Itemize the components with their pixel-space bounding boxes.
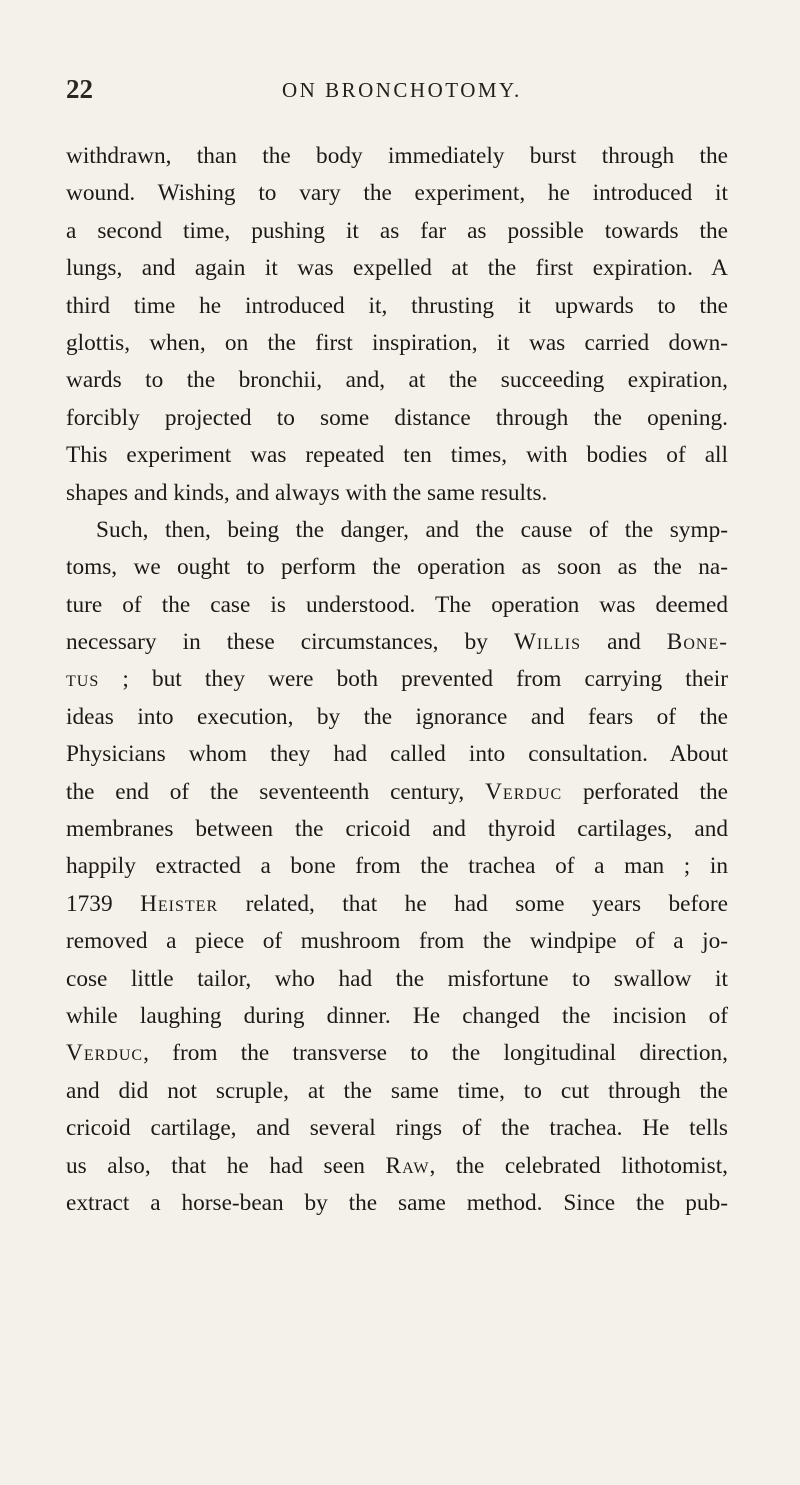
- text-span: forcibly projected to some distance through the opening.: [66, 404, 728, 431]
- body-text: [66, 138, 728, 1222]
- text-line: [66, 587, 728, 624]
- text-line: [66, 961, 728, 998]
- text-span: and did not scruple, at the same time, to cut through the: [66, 1077, 728, 1104]
- text-line: [66, 549, 728, 586]
- text-line: [66, 848, 728, 885]
- text-line: [66, 811, 728, 848]
- text-line: [66, 736, 728, 773]
- proper-name: Verduc: [485, 778, 563, 805]
- text-line: [66, 1148, 728, 1185]
- text-line: [66, 886, 728, 923]
- text-span: cose little tailor, who had the misfortune to swallow it: [66, 965, 728, 992]
- text-span: ideas into execution, by the ignorance and fears of the: [66, 703, 728, 730]
- text-span: ; but they were both prevented from carrying their: [99, 666, 728, 693]
- text-line: [66, 998, 728, 1035]
- text-span: and: [581, 629, 667, 656]
- text-span: Such, then, being the danger, and the cause of the symp-: [96, 516, 728, 543]
- text-span: ture of the case is understood. The operation was deemed: [66, 591, 728, 618]
- text-line: [66, 325, 728, 362]
- text-span: membranes between the cricoid and thyroid cartilages, and: [66, 816, 728, 843]
- text-span: 1739: [66, 890, 141, 917]
- running-head: [66, 74, 730, 110]
- text-span: wound. Wishing to vary the experiment, he introduced it: [66, 180, 728, 207]
- text-span: toms, we ought to perform the operation as soon as the na-: [66, 554, 728, 581]
- text-line: [66, 1185, 728, 1222]
- text-line: [66, 475, 728, 512]
- text-line: [66, 288, 728, 325]
- text-line: [66, 250, 728, 287]
- text-line: [66, 661, 728, 698]
- proper-name: Verduc: [66, 1040, 144, 1067]
- page-number: 22: [66, 74, 93, 104]
- text-span: extract a horse-bean by the same method. Since the pub-: [66, 1189, 728, 1216]
- text-span: withdrawn, than the body immediately burst through the: [66, 143, 728, 169]
- proper-name: tus: [66, 666, 100, 693]
- text-line: [66, 213, 728, 250]
- text-line: [66, 1073, 728, 1110]
- text-span: Physicians whom they had called into consultation. About: [66, 741, 728, 768]
- text-span: a second time, pushing it as far as possible towards the: [66, 217, 728, 244]
- text-line: [66, 138, 728, 175]
- text-span: the end of the seventeenth century,: [66, 778, 486, 805]
- proper-name: Bone-: [666, 629, 728, 656]
- text-span: us also, that he had seen: [66, 1152, 386, 1179]
- text-line: [66, 774, 728, 811]
- text-span: , the celebrated lithotomist,: [429, 1152, 728, 1179]
- text-line: [66, 400, 728, 437]
- text-span: third time he introduced it, thrusting it upwards to the: [66, 292, 728, 319]
- running-title: ON BRONCHOTOMY.: [282, 78, 522, 102]
- text-span: wards to the bronchii, and, at the succeeding expiration,: [66, 367, 728, 394]
- text-span: necessary in these circumstances, by: [66, 629, 514, 656]
- proper-name: Raw: [385, 1152, 430, 1179]
- text-span: lungs, and again it was expelled at the first expiration. A: [66, 255, 728, 282]
- text-line: [66, 362, 728, 399]
- text-span: happily extracted a bone from the trachea of a man ; in: [66, 853, 728, 880]
- text-span: shapes and kinds, and always with the same results.: [66, 479, 548, 506]
- text-span: , from the transverse to the longitudinal direction,: [143, 1040, 728, 1067]
- text-line: [66, 1035, 728, 1072]
- text-span: while laughing during dinner. He changed the incision of: [66, 1002, 728, 1029]
- proper-name: Heister: [140, 890, 219, 917]
- text-span: perforated the: [562, 778, 728, 805]
- text-span: This experiment was repeated ten times, with bodies of all: [66, 442, 728, 469]
- text-span: removed a piece of mushroom from the windpipe of a jo-: [66, 928, 728, 955]
- proper-name: Willis: [513, 629, 582, 656]
- text-span: related, that he had some years before: [218, 890, 728, 917]
- text-line: [66, 512, 728, 549]
- text-line: [66, 437, 728, 474]
- text-line: [66, 624, 728, 661]
- text-span: glottis, when, on the first inspiration, it was carried down-: [66, 329, 728, 356]
- text-line: [66, 923, 728, 960]
- text-line: [66, 1110, 728, 1147]
- text-span: cricoid cartilage, and several rings of the trachea. He tells: [66, 1115, 728, 1142]
- text-line: [66, 175, 728, 212]
- text-line: [66, 699, 728, 736]
